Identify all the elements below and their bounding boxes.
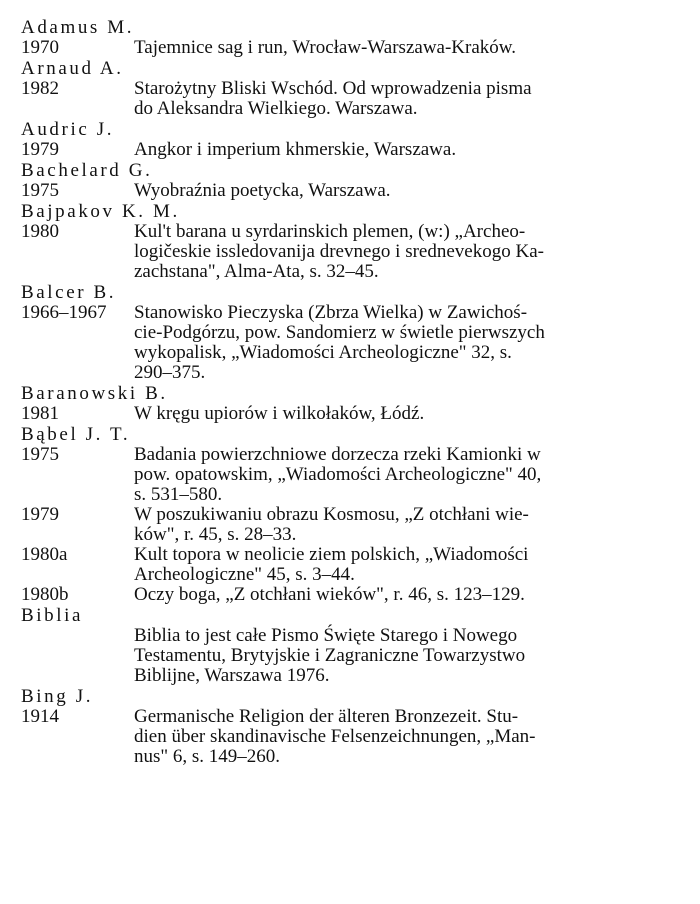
work-line <box>21 485 680 505</box>
work-text: Biblijne, Warszawa 1976. <box>134 665 330 686</box>
work-text: cie-Podgórzu, pow. Sandomierz w świetle pierwszych <box>134 322 545 343</box>
author-name: Baranowski B. <box>21 383 168 404</box>
author-name: Arnaud A. <box>21 58 124 79</box>
work-line <box>21 303 680 323</box>
work-year: 1975 <box>21 444 59 465</box>
work-line <box>21 707 680 727</box>
work-text: dien über skandinavische Felsenzeichnungen, „Man- <box>134 726 536 747</box>
work-text: Archeologiczne" 45, s. 3–44. <box>134 564 355 585</box>
work-text: nus" 6, s. 149–260. <box>134 746 281 767</box>
work-year: 1980 <box>21 221 59 242</box>
work-text: Oczy boga, „Z otchłani wieków", r. 46, s. 123–129. <box>134 584 525 605</box>
work-text: Kult topora w neolicie ziem polskich, „Wiadomości <box>134 544 529 565</box>
work-line <box>21 565 680 585</box>
work-year: 1966–1967 <box>21 302 107 323</box>
bibliography-entry <box>21 18 680 58</box>
work-text: Testamentu, Brytyjskie i Zagraniczne Towarzystwo <box>134 645 526 666</box>
bibliography-entry <box>21 606 680 686</box>
author-name: Audric J. <box>21 119 115 140</box>
work-line <box>21 505 680 525</box>
author-name: Bachelard G. <box>21 160 153 181</box>
work-line <box>21 445 680 465</box>
work-text: wykopalisk, „Wiadomości Archeologiczne" 32, s. <box>134 342 512 363</box>
author-name: Biblia <box>21 605 84 626</box>
work-year: 1979 <box>21 139 59 160</box>
bibliography-entry <box>21 59 680 119</box>
work-text: W poszukiwaniu obrazu Kosmosu, „Z otchłani wie- <box>134 504 529 525</box>
work-year: 1970 <box>21 37 59 58</box>
work-line <box>21 262 680 282</box>
work-line <box>21 626 680 646</box>
work-line <box>21 404 680 424</box>
work-text: pow. opatowskim, „Wiadomości Archeologiczne" 40, <box>134 464 542 485</box>
bibliography-entry <box>21 202 680 282</box>
bibliography-entry <box>21 161 680 201</box>
work-line <box>21 140 680 160</box>
work-year: 1914 <box>21 706 59 727</box>
work-line <box>21 181 680 201</box>
work-line <box>21 323 680 343</box>
bibliography-entry <box>21 425 680 605</box>
work-text: Biblia to jest całe Pismo Święte Starego i Nowego <box>134 625 518 646</box>
work-text: Badania powierzchniowe dorzecza rzeki Kamionki w <box>134 444 541 465</box>
work-line <box>21 242 680 262</box>
bibliography-entry <box>21 687 680 767</box>
work-year: 1980a <box>21 544 68 565</box>
bibliography-entry <box>21 384 680 424</box>
work-line <box>21 363 680 383</box>
work-year: 1980b <box>21 584 69 605</box>
work-line <box>21 99 680 119</box>
author-name: Bąbel J. T. <box>21 424 131 445</box>
work-year: 1981 <box>21 403 59 424</box>
bibliography-list <box>21 18 680 767</box>
work-line <box>21 525 680 545</box>
author-name: Balcer B. <box>21 282 117 303</box>
work-line <box>21 545 680 565</box>
work-line <box>21 747 680 767</box>
author-name: Bing J. <box>21 686 94 707</box>
work-text: logičeskie issledovanija drevnego i srednevekogo Ka- <box>134 241 544 262</box>
work-text: zachstana", Alma-Ata, s. 32–45. <box>134 261 379 282</box>
work-line <box>21 585 680 605</box>
author-name: Adamus M. <box>21 17 135 38</box>
work-text: Tajemnice sag i run, Wrocław-Warszawa-Kraków. <box>134 37 517 58</box>
work-text: Wyobraźnia poetycka, Warszawa. <box>134 180 391 201</box>
work-text: s. 531–580. <box>134 484 223 505</box>
work-text: W kręgu upiorów i wilkołaków, Łódź. <box>134 403 425 424</box>
bibliography-entry <box>21 283 680 383</box>
work-text: ków", r. 45, s. 28–33. <box>134 524 297 545</box>
work-text: Kul't barana u syrdarinskich plemen, (w:) „Archeo- <box>134 221 526 242</box>
work-line <box>21 646 680 666</box>
work-line <box>21 465 680 485</box>
work-line <box>21 79 680 99</box>
work-year: 1975 <box>21 180 59 201</box>
work-line <box>21 666 680 686</box>
work-line <box>21 727 680 747</box>
author-name: Bajpakov K. M. <box>21 201 180 222</box>
work-line <box>21 343 680 363</box>
work-text: Germanische Religion der älteren Bronzezeit. Stu- <box>134 706 519 727</box>
work-year: 1979 <box>21 504 59 525</box>
work-text: Stanowisko Pieczyska (Zbrza Wielka) w Zawichoś- <box>134 302 528 323</box>
bibliography-entry <box>21 120 680 160</box>
work-line <box>21 38 680 58</box>
work-text: do Aleksandra Wielkiego. Warszawa. <box>134 98 418 119</box>
work-text: Starożytny Bliski Wschód. Od wprowadzenia pisma <box>134 78 532 99</box>
work-year: 1982 <box>21 78 59 99</box>
work-text: 290–375. <box>134 362 206 383</box>
work-text: Angkor i imperium khmerskie, Warszawa. <box>134 139 457 160</box>
work-line <box>21 222 680 242</box>
